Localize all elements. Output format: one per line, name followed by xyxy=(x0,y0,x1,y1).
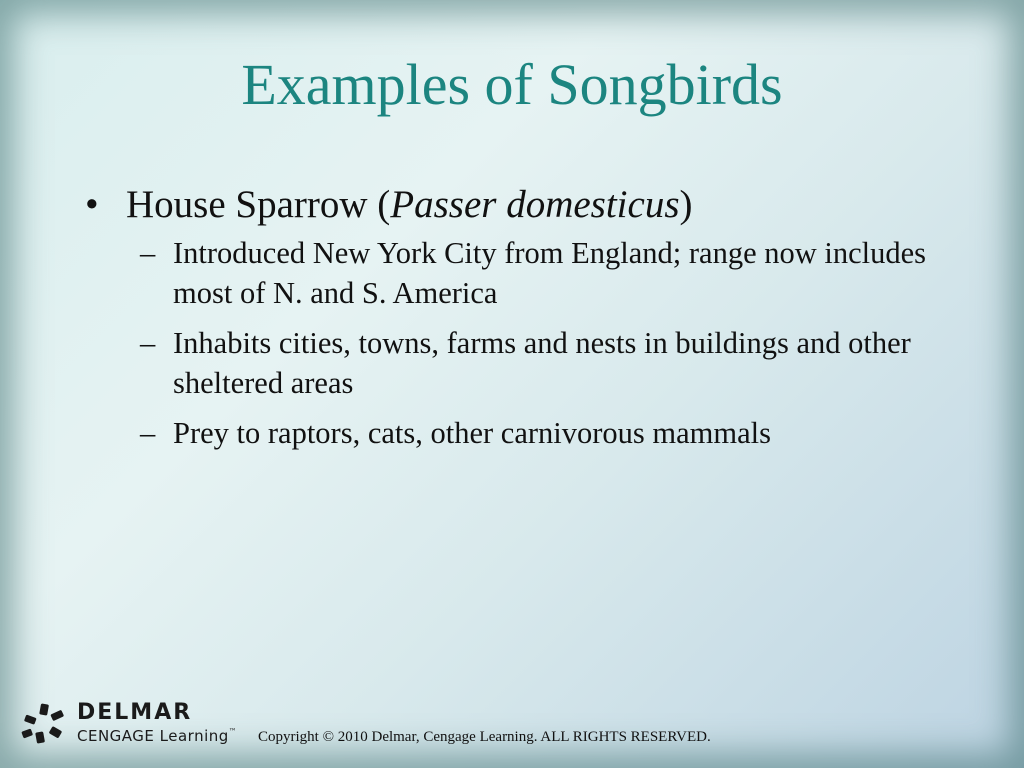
logo-trademark: ™ xyxy=(228,727,238,736)
main-bullet-scientific-name: Passer domesticus xyxy=(390,183,680,226)
dash-marker: – xyxy=(140,235,156,270)
logo-name: DELMAR xyxy=(77,700,193,725)
main-bullet xyxy=(85,182,945,229)
sub-bullet-list xyxy=(140,233,945,453)
bullet-dot: • xyxy=(85,183,99,226)
sub-bullet xyxy=(140,233,945,313)
slide-content xyxy=(85,182,945,463)
slide-title: Examples of Songbirds xyxy=(241,52,783,117)
dash-marker: – xyxy=(140,325,156,360)
sub-bullet-text: Introduced New York City from England; range now includes most of N. and S. America xyxy=(173,235,927,310)
main-bullet-suffix: ) xyxy=(679,183,693,226)
delmar-star-logo-icon xyxy=(20,702,68,746)
logo-subtitle-text: CENGAGE Learning xyxy=(77,727,229,745)
logo-subtitle xyxy=(77,727,237,745)
sub-bullet xyxy=(140,413,945,453)
dash-marker: – xyxy=(140,415,156,450)
main-bullet-prefix: House Sparrow ( xyxy=(126,183,391,226)
sub-bullet-text: Inhabits cities, towns, farms and nests in buildings and other sheltered areas xyxy=(173,325,911,400)
sub-bullet-text: Prey to raptors, cats, other carnivorous mammals xyxy=(173,415,771,450)
delmar-cengage-logo xyxy=(20,700,260,750)
copyright-notice: Copyright © 2010 Delmar, Cengage Learning. ALL RIGHTS RESERVED. xyxy=(258,729,711,745)
sub-bullet xyxy=(140,323,945,403)
